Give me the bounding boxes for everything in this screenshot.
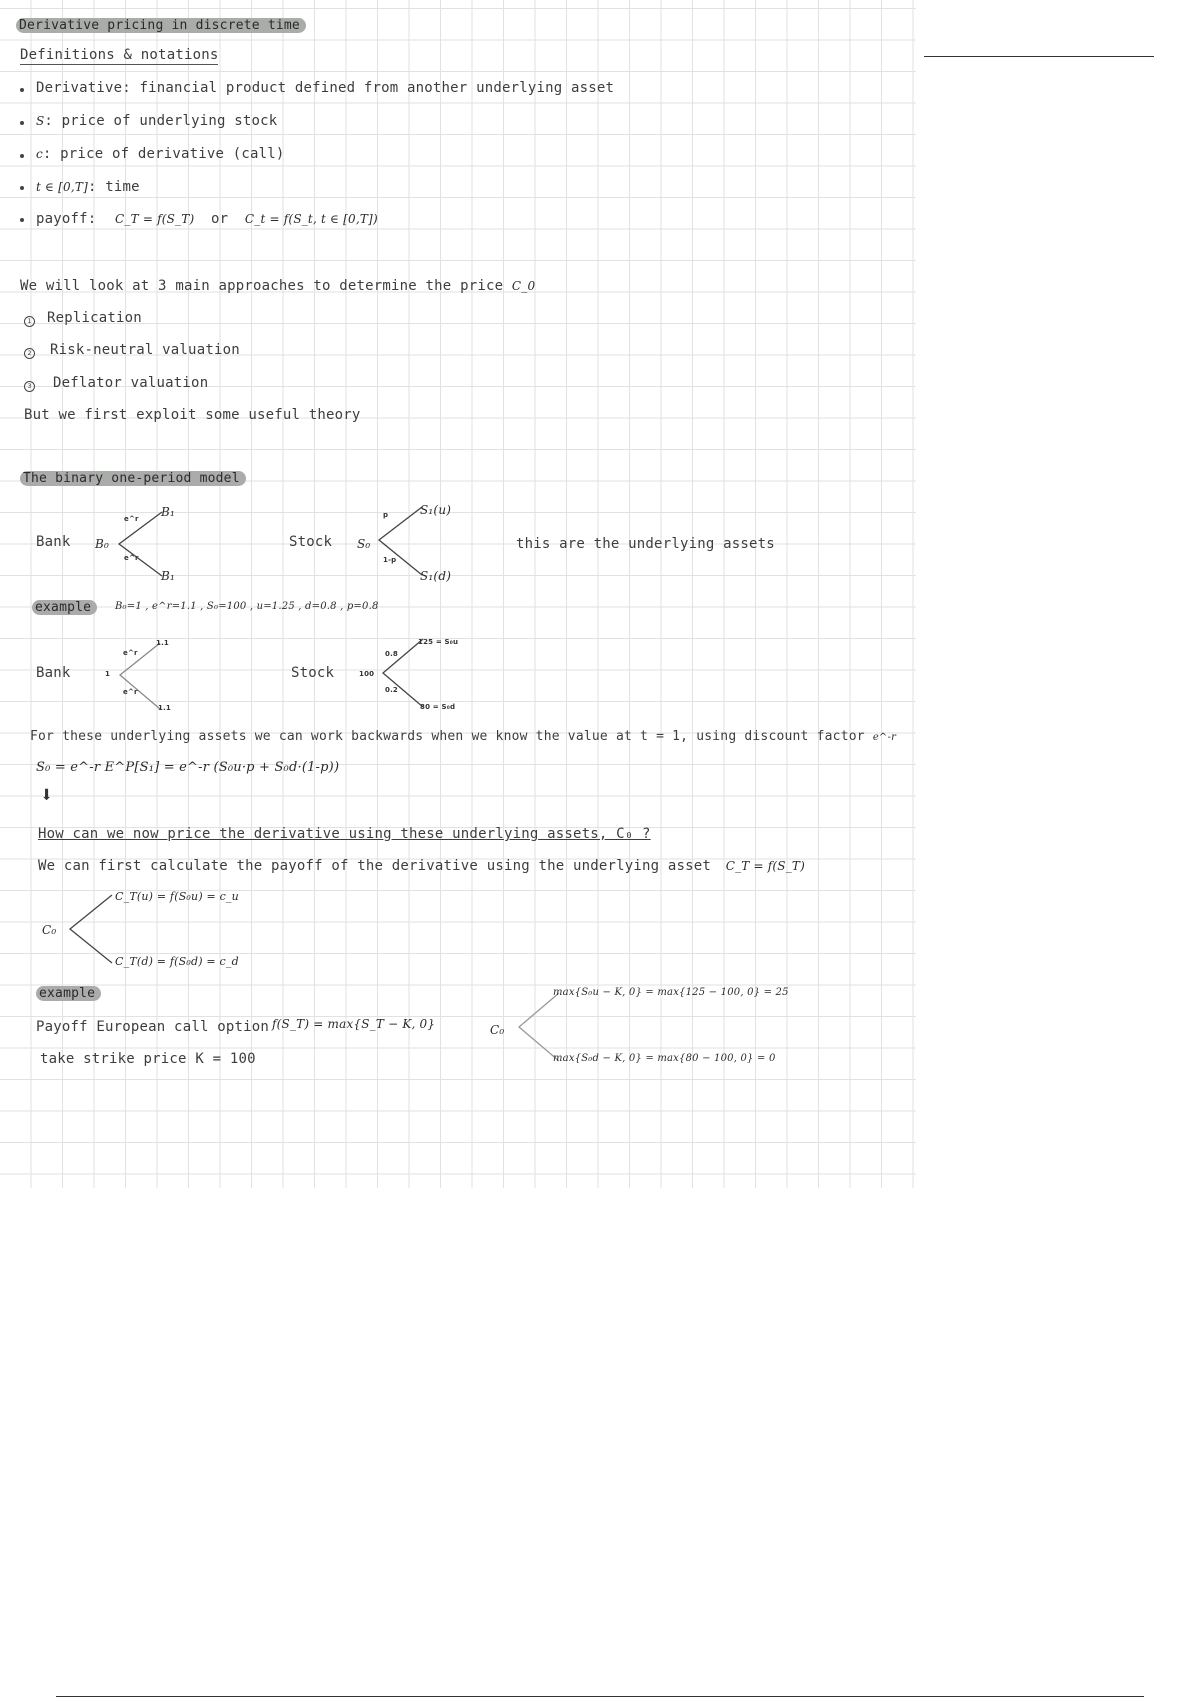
approach-deflator: Deflator valuation bbox=[53, 375, 209, 391]
definitions-heading: Definitions & notations bbox=[20, 47, 219, 63]
example-bank-down-value: 1.1 bbox=[158, 704, 172, 712]
example-stock-tree-lines bbox=[381, 637, 431, 711]
derivative-tree-lines bbox=[68, 893, 118, 965]
stock-down-prob: 1-p bbox=[383, 556, 397, 564]
bullet-icon bbox=[20, 88, 24, 92]
number-marker-2: 2 bbox=[24, 348, 35, 359]
payoff-formula-1: C_T = f(S_T) bbox=[115, 212, 195, 226]
example-params: B₀=1 , e^r=1.1 , S₀=100 , u=1.25 , d=0.8 , p=0.8 bbox=[115, 601, 379, 612]
approaches-intro-text: We will look at 3 main approaches to determine the price bbox=[20, 278, 504, 294]
header-rule bbox=[924, 56, 1154, 57]
backward-formula: S₀ = e^-r E^P[S₁] = e^-r (S₀u·p + S₀d·(1-p)) bbox=[36, 760, 340, 775]
strike-price-text: take strike price K = 100 bbox=[40, 1051, 256, 1067]
derivative-payoff-symbol: C_T = f(S_T) bbox=[725, 859, 805, 873]
derivative-tree-root: C₀ bbox=[42, 923, 57, 937]
approach-replication: Replication bbox=[47, 310, 142, 326]
approaches-intro bbox=[20, 278, 535, 294]
derivative-question: How can we now price the derivative using these underlying assets, C₀ ? bbox=[38, 826, 651, 842]
underlying-assets-note: this are the underlying assets bbox=[516, 536, 775, 552]
approaches-outro: But we first exploit some useful theory bbox=[24, 407, 361, 423]
stock-down-value: S₁(d) bbox=[420, 569, 452, 583]
number-marker-3: 3 bbox=[24, 381, 35, 392]
stock-up-prob: p bbox=[383, 511, 389, 519]
definition-derivative: Derivative: financial product defined from another underlying asset bbox=[36, 80, 615, 96]
example-bank-label: Bank bbox=[36, 665, 71, 681]
payoff-formula-2: C_t = f(S_t, t ∈ [0,T]) bbox=[244, 212, 378, 226]
example-call-tree-down: max{S₀d − K, 0} = max{80 − 100, 0} = 0 bbox=[553, 1053, 776, 1064]
section-title-binary-model: The binary one-period model bbox=[20, 471, 246, 486]
derivative-tree-up: C_T(u) = f(S₀u) = c_u bbox=[115, 890, 239, 903]
definition-stock-price bbox=[36, 113, 277, 129]
example-bank-up-rate: e^r bbox=[123, 649, 138, 657]
page-title: Derivative pricing in discrete time bbox=[16, 18, 306, 33]
bullet-icon bbox=[20, 186, 24, 190]
backward-text bbox=[30, 729, 896, 744]
symbol-c: c bbox=[36, 147, 43, 161]
derivative-payoff-body: We can first calculate the payoff of the derivative using the underlying asset bbox=[38, 858, 712, 874]
definition-derivative-price bbox=[36, 146, 285, 162]
definition-time bbox=[36, 179, 140, 195]
example-stock-down-prob: 0.2 bbox=[385, 686, 399, 694]
definition-derivative-price-text: : price of derivative (call) bbox=[42, 146, 285, 162]
bank-label: Bank bbox=[36, 534, 71, 550]
example-label-1: example bbox=[32, 600, 97, 615]
example-stock-label: Stock bbox=[291, 665, 335, 681]
definition-payoff-label: payoff: bbox=[36, 211, 97, 227]
stock-up-value: S₁(u) bbox=[420, 503, 452, 517]
bank-up-value: B₁ bbox=[161, 505, 176, 519]
definition-stock-text: : price of underlying stock bbox=[44, 113, 278, 129]
call-option-formula: f(S_T) = max{S_T − K, 0} bbox=[272, 1017, 436, 1031]
backward-text-body: For these underlying assets we can work backwards when we know the value at t = 1, using discount factor bbox=[30, 729, 865, 744]
payoff-or: or bbox=[211, 211, 229, 227]
example-bank-down-rate: e^r bbox=[123, 688, 138, 696]
approaches-intro-symbol: C_0 bbox=[511, 279, 536, 293]
arrow-down-icon: ⬇ bbox=[40, 783, 54, 808]
derivative-tree-down: C_T(d) = f(S₀d) = c_d bbox=[115, 955, 239, 968]
derivative-payoff-text bbox=[38, 858, 805, 874]
stock-root: S₀ bbox=[357, 537, 371, 551]
bank-root: B₀ bbox=[95, 537, 110, 551]
definition-time-text: : time bbox=[87, 179, 140, 195]
number-marker-1: 1 bbox=[24, 316, 35, 327]
bullet-icon bbox=[20, 154, 24, 158]
footer-rule bbox=[56, 1696, 1144, 1697]
example-call-tree-root: C₀ bbox=[490, 1023, 505, 1037]
example-stock-root: 100 bbox=[359, 670, 375, 678]
discount-factor: e^-r bbox=[872, 732, 897, 743]
example-stock-down-value: 80 = S₀d bbox=[420, 703, 456, 711]
example-label-2: example bbox=[36, 986, 101, 1001]
example-call-tree-up: max{S₀u − K, 0} = max{125 − 100, 0} = 25 bbox=[553, 987, 789, 998]
symbol-s: S bbox=[36, 114, 45, 128]
stock-label: Stock bbox=[289, 534, 333, 550]
call-option-text: Payoff European call option bbox=[36, 1019, 269, 1035]
symbol-t-range: t ∈ [0,T] bbox=[36, 180, 88, 194]
bank-up-rate: e^r bbox=[124, 515, 139, 523]
example-stock-up-prob: 0.8 bbox=[385, 650, 399, 658]
bullet-icon bbox=[20, 218, 24, 222]
example-bank-up-value: 1.1 bbox=[156, 639, 170, 647]
bullet-icon bbox=[20, 121, 24, 125]
example-stock-up-value: 125 = S₀u bbox=[418, 638, 459, 646]
bank-down-value: B₁ bbox=[161, 569, 176, 583]
approach-risk-neutral: Risk-neutral valuation bbox=[50, 342, 240, 358]
definition-payoff bbox=[36, 211, 378, 227]
bank-down-rate: e^r bbox=[124, 554, 139, 562]
example-bank-root: 1 bbox=[105, 670, 111, 678]
